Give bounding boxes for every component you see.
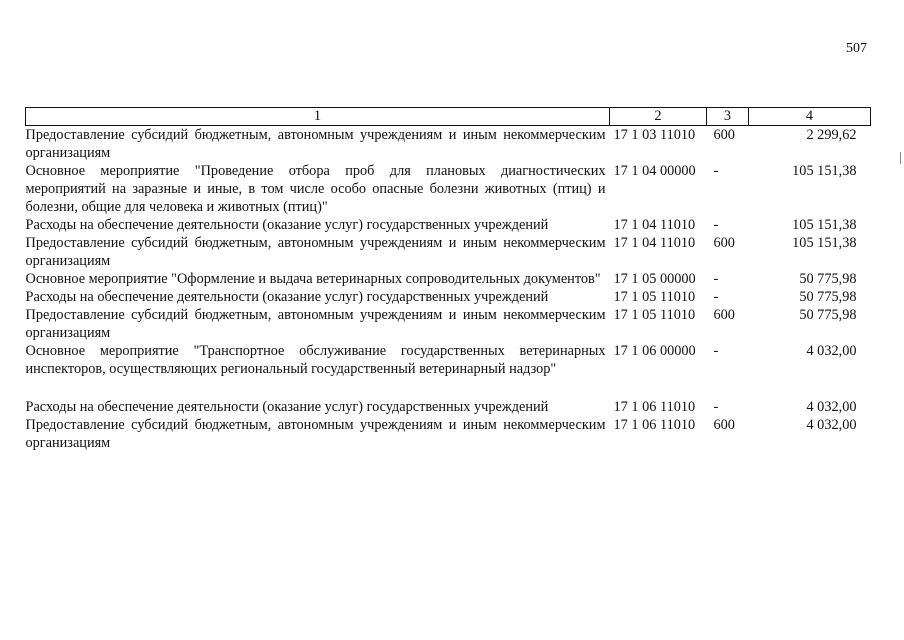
- row-name: Основное мероприятие "Оформление и выдача ветеринарных сопроводительных документов": [25, 271, 601, 287]
- row-amount: 50 775,98: [799, 289, 857, 305]
- row-amount: 105 151,38: [792, 235, 857, 251]
- row-amount: 50 775,98: [799, 307, 857, 323]
- table-row: [26, 416, 871, 452]
- row-type: -: [713, 289, 719, 305]
- row-code: 17 1 04 00000: [613, 163, 696, 179]
- row-amount: 4 032,00: [806, 399, 857, 415]
- table-row: [26, 288, 871, 306]
- table-row: [26, 234, 871, 270]
- row-type: -: [713, 343, 719, 359]
- row-type: 600: [713, 127, 735, 143]
- row-code: 17 1 05 11010: [613, 289, 696, 305]
- row-code: 17 1 06 00000: [613, 343, 696, 359]
- budget-table: [25, 107, 871, 452]
- table-body: [26, 126, 871, 453]
- table-row: [26, 216, 871, 234]
- row-code: 17 1 05 00000: [613, 271, 696, 287]
- column-header-1: 1: [26, 108, 610, 126]
- row-type: 600: [713, 235, 735, 251]
- table-row: [26, 306, 871, 342]
- row-name: Предоставление субсидий бюджетным, автономным учреждениям и иным некоммерческим организациям: [25, 417, 606, 451]
- row-name: Предоставление субсидий бюджетным, автономным учреждениям и иным некоммерческим организациям: [25, 307, 606, 341]
- row-type: -: [713, 271, 719, 287]
- column-header-3: 3: [707, 108, 749, 126]
- row-amount: 4 032,00: [806, 343, 857, 359]
- row-code: 17 1 05 11010: [613, 307, 696, 323]
- header-row: [26, 108, 871, 126]
- row-type: -: [713, 163, 719, 179]
- column-header-2: 2: [610, 108, 707, 126]
- row-name: Расходы на обеспечение деятельности (оказание услуг) государственных учреждений: [25, 289, 549, 305]
- row-name: Предоставление субсидий бюджетным, автономным учреждениям и иным некоммерческим организациям: [25, 235, 606, 269]
- table-row: [26, 270, 871, 288]
- table-row: [26, 398, 871, 416]
- table-row: [26, 162, 871, 216]
- row-type: 600: [713, 307, 735, 323]
- row-amount: 105 151,38: [792, 217, 857, 233]
- table-row: [26, 126, 871, 163]
- row-code: 17 1 03 11010: [613, 127, 696, 143]
- row-amount: 50 775,98: [799, 271, 857, 287]
- table-header: [26, 108, 871, 126]
- spacer-cell: [26, 378, 871, 398]
- row-name: Предоставление субсидий бюджетным, автономным учреждениям и иным некоммерческим организациям: [25, 127, 606, 161]
- row-code: 17 1 04 11010: [613, 235, 696, 251]
- row-code: 17 1 04 11010: [613, 217, 696, 233]
- row-type: -: [713, 399, 719, 415]
- row-amount: 2 299,62: [806, 127, 857, 143]
- row-code: 17 1 06 11010: [613, 417, 696, 433]
- row-code: 17 1 06 11010: [613, 399, 696, 415]
- column-header-4: 4: [749, 108, 871, 126]
- spacer-row: [26, 378, 871, 398]
- row-amount: 4 032,00: [806, 417, 857, 433]
- row-type: 600: [713, 417, 735, 433]
- row-name: Расходы на обеспечение деятельности (оказание услуг) государственных учреждений: [25, 399, 549, 415]
- page-number: 507: [846, 41, 867, 56]
- row-name: Основное мероприятие "Транспортное обслуживание государственных ветеринарных инспекторов, осуществляющих региональный государственный ветеринарный надзор": [25, 343, 606, 377]
- row-name: Расходы на обеспечение деятельности (оказание услуг) государственных учреждений: [25, 217, 549, 233]
- row-type: -: [713, 217, 719, 233]
- table-row: [26, 342, 871, 378]
- row-amount: 105 151,38: [792, 163, 857, 179]
- scan-edge-mark: [900, 152, 901, 164]
- row-name: Основное мероприятие "Проведение отбора проб для плановых диагностических мероприятий на заразные и иные, в том числе особо опасные болезни животных (птиц) и болезни, общие для человека и животных (птиц)": [25, 163, 606, 215]
